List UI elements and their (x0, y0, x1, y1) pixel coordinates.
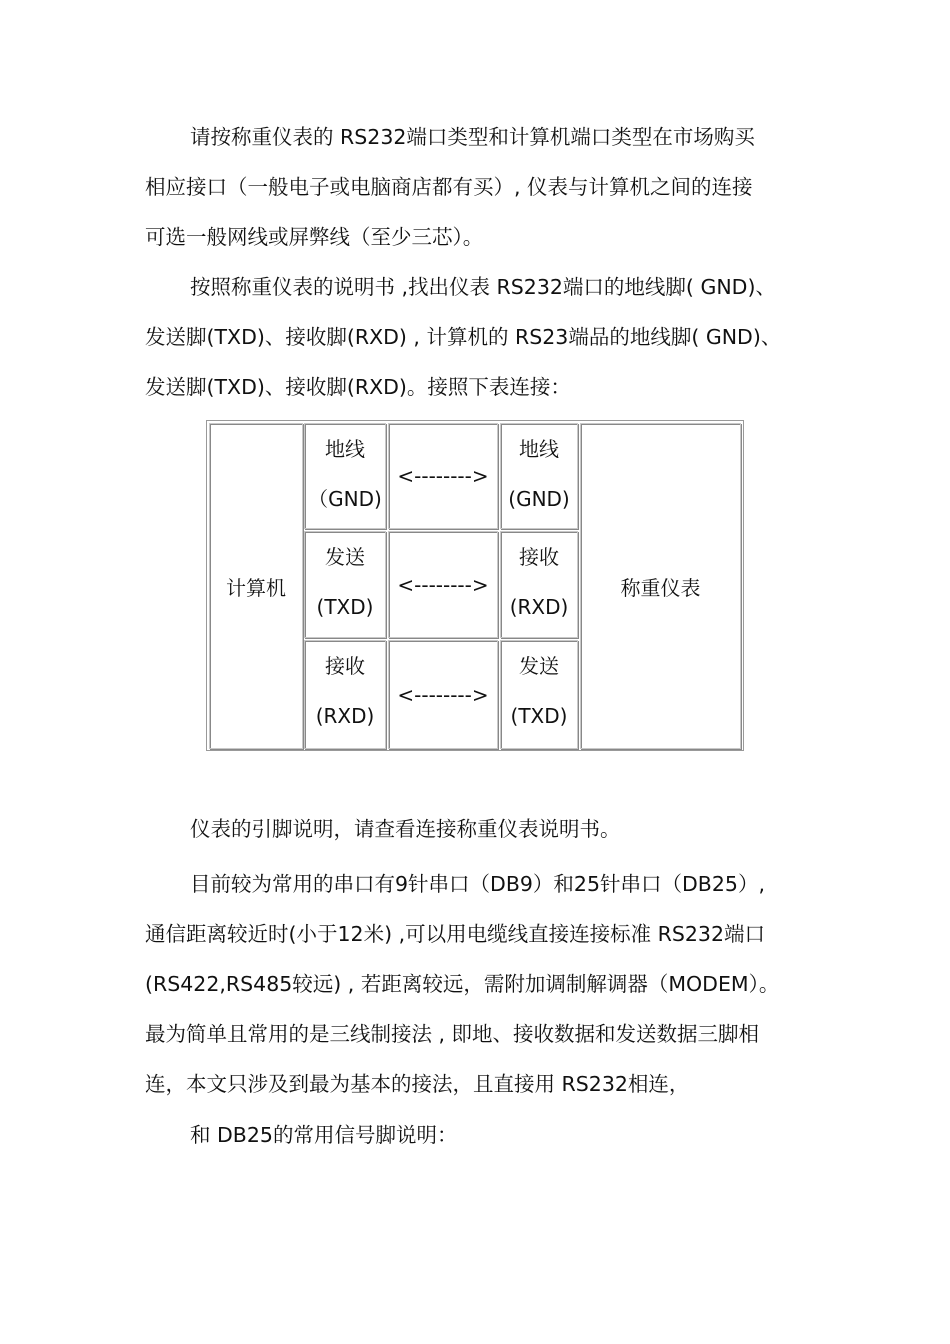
scale-label-cell (580, 423, 741, 749)
paragraph-db25-intro (145, 1110, 815, 1160)
text-line: 按照称重仪表的说明书 ,找出仪表 RS232端口的地线脚( GND)、 (190, 275, 776, 299)
pin-name: 接收 (519, 545, 559, 569)
arrow-cell (388, 640, 498, 749)
pin-code: （GND) (308, 487, 382, 511)
text-line: 和 DB25的常用信号脚说明： (190, 1123, 458, 1147)
connection-arrow: <--------> (397, 682, 489, 707)
scale-pin-cell (500, 531, 578, 638)
text-line: 最为简单且常用的是三线制接法 , 即地、接收数据和发送数据三脚相 (145, 1022, 760, 1046)
pin-name: 地线 (325, 437, 365, 461)
computer-label-cell (209, 423, 303, 749)
text-line: 仪表的引脚说明，请查看连接称重仪表说明书。 (190, 817, 621, 841)
pin-name: 发送 (325, 545, 365, 569)
scale-pin-cell (500, 640, 578, 749)
paragraph-port-purchase (145, 112, 815, 262)
wiring-table (206, 420, 744, 751)
text-line: 连，本文只涉及到最为基本的接法，且直接用 RS232相连， (145, 1072, 690, 1096)
text-line: 发送脚(TXD)、接收脚(RXD) , 计算机的 RS23端品的地线脚( GND)、 (145, 325, 782, 349)
text-line: 目前较为常用的串口有9针串口（DB9）和25针串口（DB25）, (190, 872, 765, 896)
pin-name: 地线 (519, 437, 559, 461)
pin-name: 接收 (325, 654, 365, 678)
text-line: 请按称重仪表的 RS232端口类型和计算机端口类型在市场购买 (190, 125, 755, 149)
computer-label: 计算机 (226, 575, 286, 600)
pin-code: (TXD) (510, 704, 568, 728)
paragraph-serial-ports (145, 859, 815, 1109)
computer-pin-cell (304, 531, 386, 638)
connection-arrow: <--------> (397, 572, 489, 597)
text-line: (RS422,RS485较远) , 若距离较远，需附加调制解调器（MODEM）。 (145, 972, 780, 996)
pin-name: 发送 (519, 654, 559, 678)
pin-code: (GND) (508, 487, 570, 511)
paragraph-pin-reference (145, 804, 815, 854)
text-line: 可选一般网线或屏弊线（至少三芯）。 (145, 225, 484, 249)
text-line: 发送脚(TXD)、接收脚(RXD)。接照下表连接： (145, 375, 571, 399)
arrow-cell (388, 531, 498, 638)
paragraph-pin-lookup (145, 262, 815, 412)
scale-label: 称重仪表 (620, 575, 701, 600)
computer-pin-cell (304, 640, 386, 749)
pin-code: (TXD) (316, 595, 374, 619)
pin-code: (RXD) (509, 595, 569, 619)
arrow-cell (388, 423, 498, 529)
pin-code: (RXD) (315, 704, 375, 728)
text-line: 相应接口（一般电子或电脑商店都有买）, 仪表与计算机之间的连接 (145, 175, 753, 199)
scale-pin-cell (500, 423, 578, 529)
text-line: 通信距离较近时(小于12米) ,可以用电缆线直接连接标准 RS232端口 (145, 922, 766, 946)
computer-pin-cell (304, 423, 386, 529)
connection-arrow: <--------> (397, 464, 489, 488)
